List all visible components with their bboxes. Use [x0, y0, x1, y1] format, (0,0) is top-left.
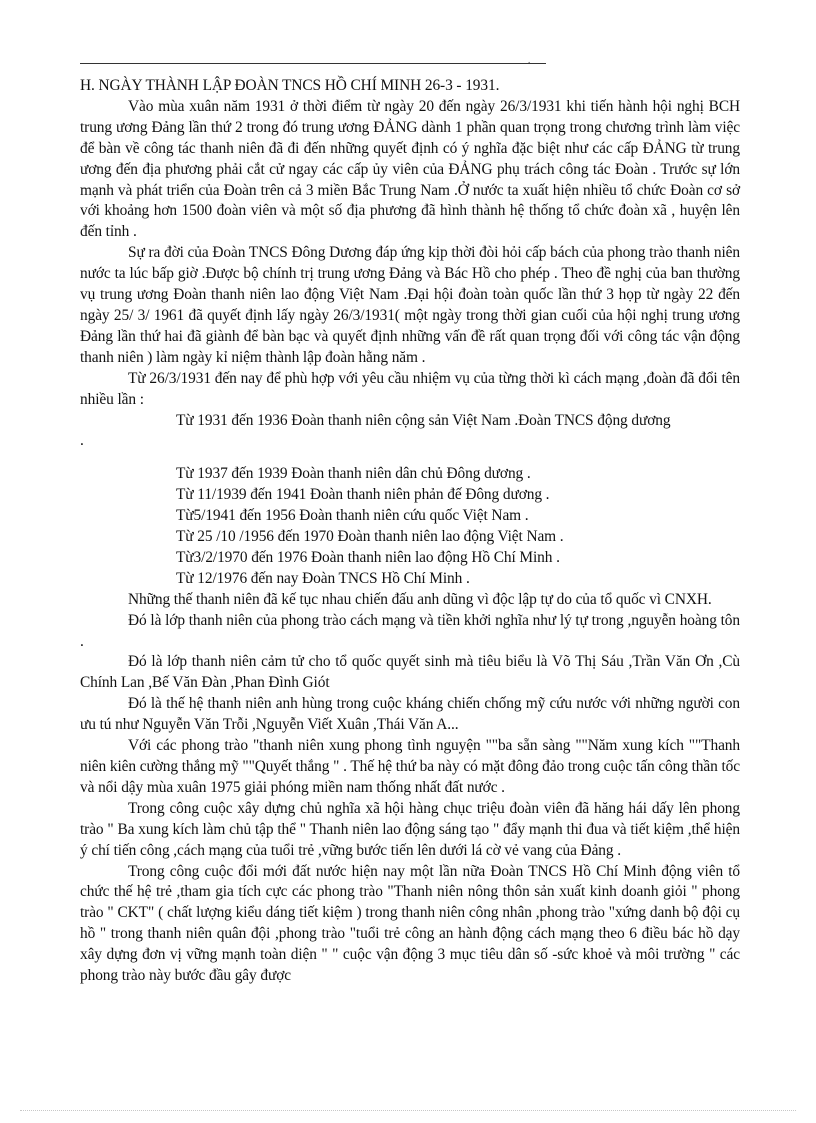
name-change-item: Từ 1931 đến 1936 Đoàn thanh niên cộng sản Việt Nam .Đoàn TNCS động dương — [176, 411, 671, 429]
paragraph: Vào mùa xuân năm 1931 ở thời điểm từ ngày 20 đến ngày 26/3/1931 khi tiến hành hội nghị BCH trung ương Đảng lần thứ 2 trong đó trung ương ĐẢNG dành 1 phần quan trọng trong chương trình làm việc để bàn về công tác thanh niên đã đi đến những quyết định có ý nghĩa đặc biệt như các cấp ĐẢNG từ trung ương đến địa phương phải cắt cử ngay các cấp ủy viên của ĐẢNG phụ trách công tác Đoàn . Trước sự lớn mạnh và phát triển của Đoàn trên cả 3 miền Bắc Trung Nam .Ở nước ta xuất hiện nhiều tổ chức Đoàn cơ sở với khoảng hơn 1500 đoàn viên và một số địa phương đã hình thành hệ thống tổ chức đoàn xã , huyện lên đến tỉnh . — [80, 97, 740, 241]
paragraph: Với các phong trào "thanh niên xung phong tình nguyện ""ba sẵn sàng ""Năm xung kích ""Thanh niên kiên cường thắng mỹ ""Quyết thắng " . Thế hệ thứ ba này có mặt đông đảo trong cuộc tấn công thần tốc và nổi dậy mùa xuân 1975 giải phóng miền nam thống nhất đất nước . — [80, 737, 740, 796]
paragraph: Đó là lớp thanh niên cảm tử cho tổ quốc quyết sinh mà tiêu biểu là Võ Thị Sáu ,Trần Văn Ơn ,Cù Chính Lan ,Bế Văn Đàn ,Phan Đình Giót — [80, 653, 740, 692]
paragraph: Đó là thế hệ thanh niên anh hùng trong cuộc kháng chiến chống mỹ cứu nước với những người con ưu tú như Nguyễn Văn Trỗi ,Nguyễn Viết Xuân ,Thái Văn A... — [80, 695, 740, 734]
name-change-item: Từ5/1941 đến 1956 Đoàn thanh niên cứu quốc Việt Nam . — [176, 507, 529, 525]
paragraph: Từ 26/3/1931 đến nay để phù hợp với yêu cầu nhiệm vụ của từng thời kì cách mạng ,đoàn đã đổi tên nhiều lần : — [80, 369, 740, 408]
paragraph: Trong công cuộc đổi mới đất nước hiện nay một lần nữa Đoàn TNCS Hồ Chí Minh động viên tổ chức thế hệ trẻ ,tham gia tích cực các phong trào "Thanh niên nông thôn sản xuất kinh doanh giỏi " phong trào " CKT" ( chất lượng kiểu dáng tiết kiệm ) trong thanh niên công nhân ,phong trào "xứng danh bộ đội cụ hồ " trong thanh niên quân đội ,phong trào "tuổi trẻ công an hành động cách mạng theo 6 điều bác hồ dạy xây dựng đơn vị vững mạnh toàn diện " " cuộc vận động 3 mục tiêu dân số -sức khoẻ và môi trường " các phong trào này bước đầu gây được — [80, 862, 740, 985]
header-rule — [80, 63, 546, 64]
name-change-item: Từ 11/1939 đến 1941 Đoàn thanh niên phản đế Đông dương . — [176, 486, 550, 504]
section-heading: H. NGÀY THÀNH LẬP ĐOÀN TNCS HỒ CHÍ MINH 26-3 - 1931. — [80, 77, 500, 94]
paragraph: Những thế thanh niên đã kế tục nhau chiến đấu anh dũng vì độc lập tự do của tổ quốc vì CNXH. — [128, 590, 712, 608]
footer-rule — [20, 1110, 796, 1111]
paragraph: Trong công cuộc xây dựng chủ nghĩa xã hội hàng chục triệu đoàn viên đã hăng hái dấy lên phong trào " Ba xung kích làm chủ tập thể " Thanh niên lao động sáng tạo " đẩy mạnh thi đua và tiết kiệm ,thể hiện ý chí tiến công ,cách mạng của tuổi trẻ ,vững bước tiến lên dưới lá cờ vẻ vang của Đảng . — [80, 799, 740, 859]
name-change-item: Từ 1937 đến 1939 Đoàn thanh niên dân chủ Đông dương . — [176, 465, 531, 483]
name-change-item: Từ3/2/1970 đến 1976 Đoàn thanh niên lao động Hồ Chí Minh . — [176, 548, 560, 566]
header-mark: . — [528, 55, 531, 65]
list-trailing-dot: . — [80, 432, 84, 450]
paragraph: Đó là lớp thanh niên của phong trào cách mạng và tiền khởi nghĩa như lý tự trong ,nguyễn hoàng tôn . — [80, 611, 740, 650]
name-change-item: Từ 25 /10 /1956 đến 1970 Đoàn thanh niên lao động Việt Nam . — [176, 528, 564, 546]
document-body — [80, 76, 740, 987]
name-change-item: Từ 12/1976 đến nay Đoàn TNCS Hồ Chí Minh . — [176, 569, 470, 587]
paragraph: Sự ra đời của Đoàn TNCS Đông Dương đáp ứng kịp thời đòi hỏi cấp bách của phong trào thanh niên nước ta lúc bấp giờ .Được bộ chính trị trung ương Đảng và Bác Hồ cho phép . Theo đề nghị của ban thường vụ trung ương Đoàn thanh niên lao động Việt Nam .Đại hội đoàn toàn quốc lần thứ 3 họp từ ngày 22 đến ngày 25/ 3/ 1961 đã quyết định lấy ngày 26/3/1931( một ngày trong thời gian cuối của hội nghị trung ương Đảng lần thứ hai đã giành để bàn bạc và quyết định những vấn đề rất quan trọng đối với công tác vận động thanh niên ) làm ngày kỉ niệm thành lập đoàn hằng năm . — [80, 244, 740, 366]
